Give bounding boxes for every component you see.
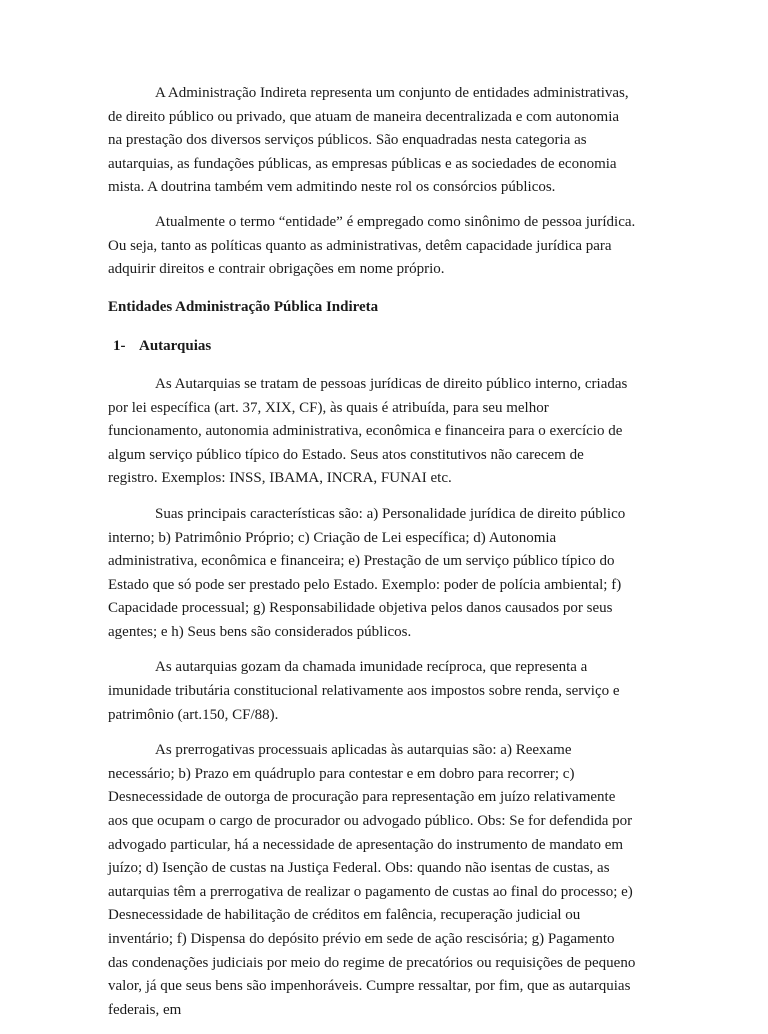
section-heading: Entidades Administração Pública Indireta bbox=[108, 298, 379, 315]
subsection-title: Autarquias bbox=[139, 338, 212, 355]
intro-paragraph-2: Atualmente o termo “entidade” é empregado como sinônimo de pessoa jurídica. Ou seja, tanto as políticas quanto as administrativas, detêm capacidade jurídica para adquirir direitos e contrair obrigações em nome próprio. bbox=[108, 213, 636, 278]
subsection-heading bbox=[113, 335, 636, 359]
body-paragraph-4: As prerrogativas processuais aplicadas às autarquias são: a) Reexame necessário; b) Prazo em quádruplo para contestar e em dobro para recorrer; c) Desnecessidade de outorga de procuração para representação em juízo relativamente aos que ocupam o cargo de procurador ou advogado público. Obs: Se for defendida por advogado particular, há a necessidade de apresentação do instrumento de mandato em juízo; d) Isenção de custas na Justiça Federal. Obs: quando não isentas de custas, as autarquias têm a prerrogativa de realizar o pagamento de custas ao final do processo; e) Desnecessidade de habilitação de créditos em falência, recuperação judicial ou inventário; f) Dispensa do depósito prévio em sede de ação rescisória; g) Pagamento das condenações judiciais por meio do regime de precatórios ou requisições de pequeno valor, já que seus bens são impenhoráveis. Cumpre ressaltar, por fim, que as autarquias federais, em bbox=[108, 742, 636, 1018]
document-body bbox=[108, 82, 636, 1034]
body-paragraph-2: Suas principais características são: a) Personalidade jurídica de direito público interno; b) Patrimônio Próprio; c) Criação de Lei específica; d) Autonomia administrativa, econômica e financeira; e) Prestação de um serviço público típico do Estado que só pode ser prestado pelo Estado. Exemplo: poder de polícia ambiental; f) Capacidade processual; g) Responsabilidade objetiva pelos danos causados por seus agentes; e h) Seus bens são considerados públicos. bbox=[108, 505, 626, 640]
body-paragraph-1: As Autarquias se tratam de pessoas jurídicas de direito público interno, criadas por lei específica (art. 37, XIX, CF), às quais é atribuída, para seu melhor funcionamento, autonomia administrativa, econômica e financeira para o exercício de algum serviço público típico do Estado. Seus atos constitutivos não carecem de registro. Exemplos: INSS, IBAMA, INCRA, FUNAI etc. bbox=[108, 375, 628, 487]
body-paragraph-3: As autarquias gozam da chamada imunidade recíproca, que representa a imunidade tributária constitucional relativamente aos impostos sobre renda, serviço e patrimônio (art.150, CF/88). bbox=[108, 659, 620, 723]
subsection-number: 1- bbox=[113, 338, 126, 355]
intro-paragraph-1: A Administração Indireta representa um conjunto de entidades administrativas, de direito público ou privado, que atuam de maneira decentralizada e com autonomia na prestação dos diversos serviços públicos. São enquadradas nesta categoria as autarquias, as fundações públicas, as empresas públicas e as sociedades de economia mista. A doutrina também vem admitindo neste rol os consórcios públicos. bbox=[108, 85, 629, 196]
